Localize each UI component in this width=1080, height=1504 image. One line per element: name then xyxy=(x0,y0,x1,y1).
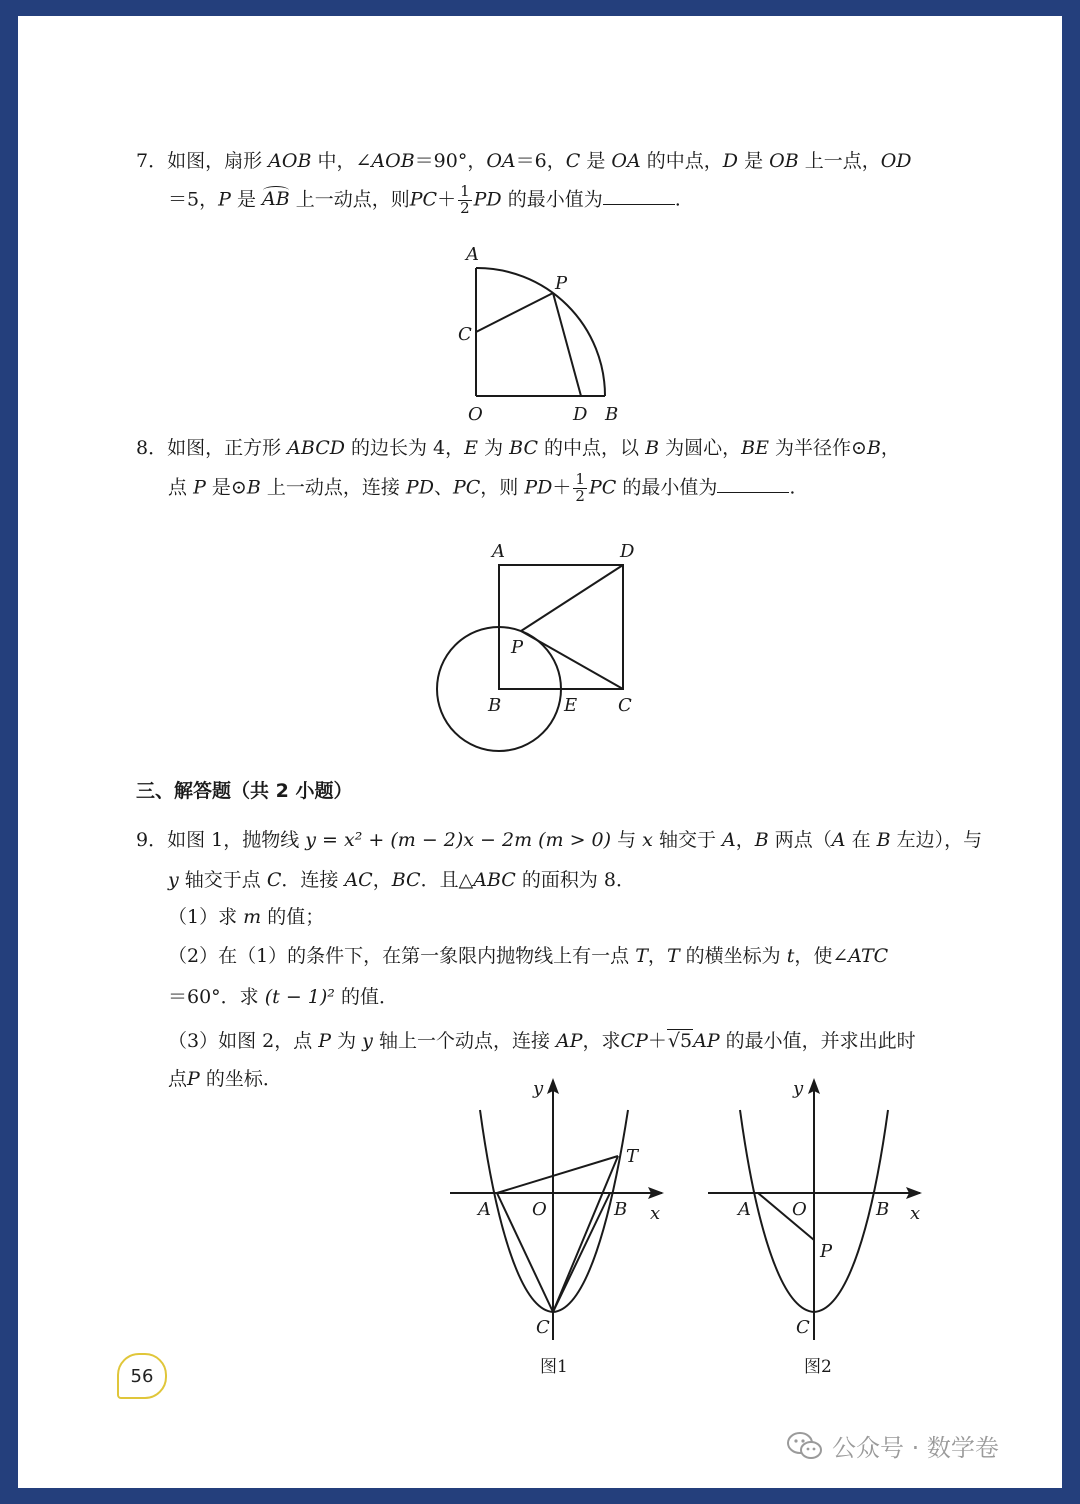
label-b: B xyxy=(614,1199,628,1220)
q9-part3-line2: 点P 的坐标． xyxy=(168,1068,282,1090)
sqrt-five: √5 xyxy=(667,1030,693,1052)
label-a: A xyxy=(492,541,505,562)
figure-caption: 图2 xyxy=(804,1357,832,1377)
figure-q9-2 xyxy=(700,1070,935,1385)
q9-part3-line1: （3）如图 2，点 P 为 y 轴上一个动点，连接 AP，求CP＋√5AP 的最小值，并求出此时 xyxy=(168,1030,916,1052)
label-d: D xyxy=(573,404,588,425)
q9-part2-line1: （2）在（1）的条件下，在第一象限内抛物线上有一点 T，T 的横坐标为 t，使∠ATC xyxy=(168,945,889,967)
page-number: 56 xyxy=(117,1353,167,1399)
q9-part2-line2: ＝60°．求 (t − 1)² 的值． xyxy=(168,986,398,1008)
label-y: y xyxy=(793,1078,804,1099)
label-o: O xyxy=(468,404,483,425)
watermark xyxy=(786,1428,999,1463)
label-c: C xyxy=(458,324,472,345)
fraction-half: $\frac{1}{2}$ xyxy=(575,470,585,505)
label-a: A xyxy=(738,1199,751,1220)
q8-line1: 8．如图，正方形 ABCD 的边长为 4，E 为 BC 的中点，以 B 为圆心，BE 为半径作⊙B， xyxy=(136,437,900,459)
label-c: C xyxy=(536,1317,550,1338)
label-b: B xyxy=(488,695,502,716)
figure-q7 xyxy=(450,240,630,430)
answer-blank xyxy=(603,203,675,205)
label-e: E xyxy=(564,695,578,716)
watermark-text: 公众号 · 数学卷 xyxy=(832,1434,999,1462)
label-p: P xyxy=(820,1241,833,1262)
section-heading: 三、解答题（共 2 小题） xyxy=(136,780,353,802)
label-b: B xyxy=(605,404,619,425)
answer-blank xyxy=(717,491,789,493)
q9-line1: 9．如图 1，抛物线 y = x² + (m − 2)x − 2m (m > 0) 与 x 轴交于 A，B 两点（A 在 B 左边），与 xyxy=(136,829,983,851)
label-a: A xyxy=(478,1199,491,1220)
label-c: C xyxy=(618,695,632,716)
label-o: O xyxy=(792,1199,807,1220)
label-p: P xyxy=(511,637,524,658)
label-a: A xyxy=(466,244,479,265)
q8-line2: 点 P 是⊙B 上一动点，连接 PD、PC，则 PD＋ $\frac{1}{2}$ PC 的最小值为 . xyxy=(168,470,796,505)
figure-q9-1 xyxy=(440,1070,675,1385)
label-o: O xyxy=(532,1199,547,1220)
label-y: y xyxy=(533,1078,544,1099)
q7-line1: 7．如图，扇形 AOB 中，∠AOB＝90°，OA＝6，C 是 OA 的中点，D 是 OB 上一点，OD xyxy=(136,150,912,172)
label-b: B xyxy=(876,1199,890,1220)
arc-ab: AB xyxy=(262,188,290,211)
label-x: x xyxy=(650,1203,661,1224)
q7-line2: ＝5，P 是 AB 上一动点，则PC＋ $\frac{1}{2}$ PD 的最小值为 . xyxy=(168,182,681,217)
q9-part1: （1）求 m 的值； xyxy=(168,906,325,928)
wechat-icon xyxy=(786,1431,824,1461)
label-x: x xyxy=(910,1203,921,1224)
label-d: D xyxy=(620,541,635,562)
label-t: T xyxy=(626,1146,639,1167)
q9-line2: y 轴交于点 C．连接 AC，BC．且△ABC 的面积为 8． xyxy=(168,869,635,891)
label-p: P xyxy=(555,273,568,294)
label-c: C xyxy=(796,1317,810,1338)
fraction-half: $\frac{1}{2}$ xyxy=(460,182,470,217)
figure-caption: 图1 xyxy=(540,1357,568,1377)
figure-q8 xyxy=(420,535,660,765)
